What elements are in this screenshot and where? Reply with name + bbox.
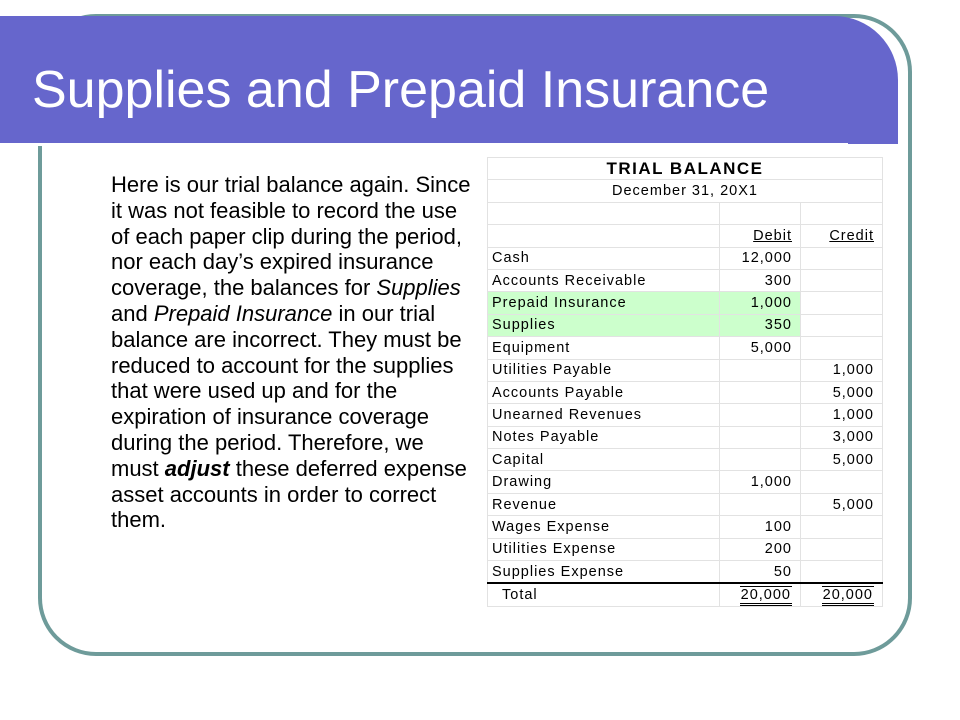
account-name: Notes Payable	[488, 426, 720, 448]
total-credit	[801, 583, 883, 606]
credit-amount	[801, 292, 883, 314]
credit-amount	[801, 314, 883, 336]
table-title-row	[488, 158, 883, 180]
trial-balance-table	[487, 157, 883, 607]
credit-amount	[801, 247, 883, 269]
debit-amount	[720, 449, 801, 471]
debit-amount: 1,000	[720, 471, 801, 493]
account-name: Equipment	[488, 337, 720, 359]
body-emphasis-adjust: adjust	[164, 455, 230, 481]
debit-amount	[720, 381, 801, 403]
account-name: Accounts Receivable	[488, 269, 720, 291]
table-row	[488, 471, 883, 493]
debit-amount: 300	[720, 269, 801, 291]
account-name: Accounts Payable	[488, 381, 720, 403]
table-row	[488, 359, 883, 381]
body-text-part3: in our trial balance are incorrect. They must be reduced to account for the supplies that were used up and for the expiration of insurance coverage during the period. Therefore, we must	[111, 300, 462, 481]
account-name: Unearned Revenues	[488, 404, 720, 426]
credit-amount	[801, 538, 883, 560]
credit-header-label: Credit	[829, 227, 874, 244]
spacer-cell	[801, 202, 883, 224]
table-row	[488, 337, 883, 359]
credit-amount: 5,000	[801, 381, 883, 403]
table-header-row	[488, 225, 883, 247]
trial-balance-title: TRIAL BALANCE	[488, 158, 883, 180]
debit-amount	[720, 359, 801, 381]
credit-header	[801, 225, 883, 247]
body-paragraph	[111, 172, 471, 533]
table-row	[488, 381, 883, 403]
table-row	[488, 516, 883, 538]
slide-title: Supplies and Prepaid Insurance	[32, 61, 770, 119]
debit-amount: 50	[720, 561, 801, 584]
account-name: Wages Expense	[488, 516, 720, 538]
account-name: Supplies Expense	[488, 561, 720, 584]
credit-amount: 1,000	[801, 359, 883, 381]
account-name: Utilities Payable	[488, 359, 720, 381]
credit-amount: 5,000	[801, 449, 883, 471]
account-name: Drawing	[488, 471, 720, 493]
account-name: Prepaid Insurance	[488, 292, 720, 314]
debit-amount	[720, 493, 801, 515]
body-emphasis-prepaid-insurance: Prepaid Insurance	[153, 300, 333, 326]
table-row	[488, 561, 883, 584]
credit-amount: 1,000	[801, 404, 883, 426]
table-row	[488, 269, 883, 291]
body-text-part1: Here is our trial balance again. Since it was not feasible to record the use of each paper clip during the period, nor each day’s expired insurance coverage, the balances for	[111, 172, 471, 301]
table-spacer-row	[488, 202, 883, 224]
total-debit	[720, 583, 801, 606]
credit-amount	[801, 337, 883, 359]
title-underline	[0, 143, 848, 146]
debit-amount: 12,000	[720, 247, 801, 269]
debit-amount: 5,000	[720, 337, 801, 359]
debit-header-label: Debit	[753, 227, 792, 244]
account-name: Capital	[488, 449, 720, 471]
table-row	[488, 247, 883, 269]
body-text-part2: and	[111, 300, 154, 326]
credit-amount	[801, 561, 883, 584]
table-row	[488, 426, 883, 448]
debit-header	[720, 225, 801, 247]
debit-amount: 1,000	[720, 292, 801, 314]
debit-amount	[720, 404, 801, 426]
debit-amount: 200	[720, 538, 801, 560]
credit-amount	[801, 269, 883, 291]
debit-amount: 100	[720, 516, 801, 538]
credit-amount	[801, 471, 883, 493]
debit-amount	[720, 426, 801, 448]
table-row	[488, 404, 883, 426]
credit-amount: 3,000	[801, 426, 883, 448]
title-bar	[0, 16, 898, 144]
table-row	[488, 538, 883, 560]
table-date-row	[488, 180, 883, 202]
spacer-cell	[720, 202, 801, 224]
account-name: Cash	[488, 247, 720, 269]
body-emphasis-supplies: Supplies	[376, 275, 461, 301]
total-credit-amount: 20,000	[822, 586, 874, 606]
table-row	[488, 493, 883, 515]
total-debit-amount: 20,000	[740, 586, 792, 606]
header-blank	[488, 225, 720, 247]
spacer-cell	[488, 202, 720, 224]
account-name: Utilities Expense	[488, 538, 720, 560]
total-label: Total	[488, 583, 720, 606]
debit-amount: 350	[720, 314, 801, 336]
table-row-highlighted	[488, 314, 883, 336]
account-name: Revenue	[488, 493, 720, 515]
table-row-highlighted	[488, 292, 883, 314]
account-name: Supplies	[488, 314, 720, 336]
total-row	[488, 583, 883, 606]
trial-balance-date: December 31, 20X1	[488, 180, 883, 202]
table-row	[488, 449, 883, 471]
credit-amount	[801, 516, 883, 538]
credit-amount: 5,000	[801, 493, 883, 515]
body-text-part4: these deferred expense asset accounts in order to correct them.	[111, 455, 467, 533]
